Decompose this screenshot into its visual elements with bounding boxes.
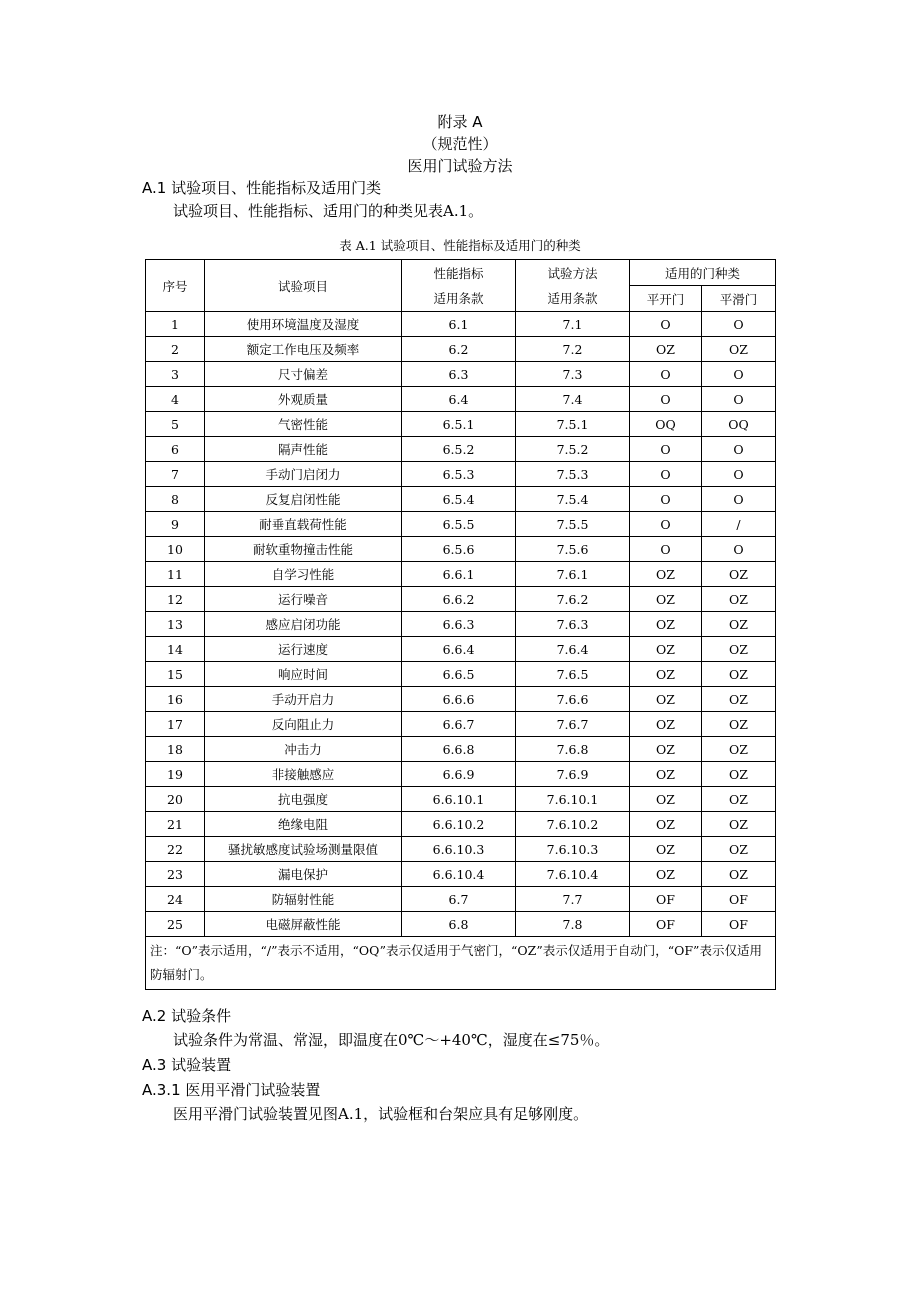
cell-no: 5 — [146, 412, 205, 437]
cell-sliding-door: OF — [702, 887, 776, 912]
cell-method-clause: 7.5.4 — [516, 487, 630, 512]
cell-sliding-door: OZ — [702, 637, 776, 662]
cell-no: 1 — [146, 312, 205, 337]
table-row — [146, 737, 776, 762]
cell-no: 9 — [146, 512, 205, 537]
cell-no: 25 — [146, 912, 205, 937]
cell-no: 7 — [146, 462, 205, 487]
cell-test-item: 自学习性能 — [205, 562, 402, 587]
cell-no: 16 — [146, 687, 205, 712]
cell-method-clause: 7.6.6 — [516, 687, 630, 712]
header-door-types: 适用的门种类 — [630, 260, 776, 286]
cell-test-item: 漏电保护 — [205, 862, 402, 887]
cell-performance-clause: 6.6.6 — [402, 687, 516, 712]
cell-swing-door: OZ — [630, 562, 702, 587]
cell-no: 6 — [146, 437, 205, 462]
cell-method-clause: 7.5.3 — [516, 462, 630, 487]
cell-swing-door: OZ — [630, 862, 702, 887]
section-a2-heading: A.2 试验条件 — [142, 1007, 232, 1025]
cell-performance-clause: 6.6.5 — [402, 662, 516, 687]
cell-swing-door: OZ — [630, 612, 702, 637]
cell-performance-clause: 6.5.5 — [402, 512, 516, 537]
cell-performance-clause: 6.6.8 — [402, 737, 516, 762]
cell-no: 12 — [146, 587, 205, 612]
table-caption: 表 A.1 试验项目、性能指标及适用门的种类 — [339, 238, 581, 253]
cell-test-item: 反向阻止力 — [205, 712, 402, 737]
table-row — [146, 887, 776, 912]
cell-no: 2 — [146, 337, 205, 362]
cell-sliding-door: / — [702, 512, 776, 537]
table-row — [146, 437, 776, 462]
cell-test-item: 冲击力 — [205, 737, 402, 762]
cell-performance-clause: 6.6.10.1 — [402, 787, 516, 812]
cell-sliding-door: OQ — [702, 412, 776, 437]
header-performance-line2: 适用条款 — [433, 290, 484, 306]
cell-sliding-door: OZ — [702, 687, 776, 712]
cell-test-item: 响应时间 — [205, 662, 402, 687]
cell-swing-door: OQ — [630, 412, 702, 437]
table-row — [146, 337, 776, 362]
cell-performance-clause: 6.4 — [402, 387, 516, 412]
cell-method-clause: 7.6.10.3 — [516, 837, 630, 862]
header-no: 序号 — [146, 260, 205, 312]
cell-sliding-door: O — [702, 462, 776, 487]
cell-test-item: 耐软重物撞击性能 — [205, 537, 402, 562]
cell-sliding-door: OZ — [702, 662, 776, 687]
cell-method-clause: 7.5.5 — [516, 512, 630, 537]
cell-swing-door: O — [630, 537, 702, 562]
cell-test-item: 手动门启闭力 — [205, 462, 402, 487]
cell-no: 4 — [146, 387, 205, 412]
cell-test-item: 使用环境温度及湿度 — [205, 312, 402, 337]
table-row — [146, 862, 776, 887]
cell-method-clause: 7.2 — [516, 337, 630, 362]
cell-method-clause: 7.6.8 — [516, 737, 630, 762]
cell-test-item: 手动开启力 — [205, 687, 402, 712]
table-row — [146, 512, 776, 537]
header-method — [516, 260, 630, 312]
cell-test-item: 隔声性能 — [205, 437, 402, 462]
cell-sliding-door: O — [702, 487, 776, 512]
cell-no: 3 — [146, 362, 205, 387]
cell-performance-clause: 6.6.9 — [402, 762, 516, 787]
cell-sliding-door: OZ — [702, 612, 776, 637]
cell-swing-door: O — [630, 462, 702, 487]
cell-performance-clause: 6.6.4 — [402, 637, 516, 662]
cell-no: 11 — [146, 562, 205, 587]
cell-test-item: 运行噪音 — [205, 587, 402, 612]
cell-method-clause: 7.6.10.1 — [516, 787, 630, 812]
table-row — [146, 537, 776, 562]
table-row — [146, 662, 776, 687]
cell-performance-clause: 6.6.1 — [402, 562, 516, 587]
cell-sliding-door: O — [702, 312, 776, 337]
cell-performance-clause: 6.6.2 — [402, 587, 516, 612]
header-performance — [402, 260, 516, 312]
cell-sliding-door: OZ — [702, 712, 776, 737]
cell-no: 19 — [146, 762, 205, 787]
cell-no: 24 — [146, 887, 205, 912]
cell-sliding-door: OZ — [702, 737, 776, 762]
cell-sliding-door: O — [702, 362, 776, 387]
cell-performance-clause: 6.6.3 — [402, 612, 516, 637]
table-row — [146, 312, 776, 337]
cell-performance-clause: 6.8 — [402, 912, 516, 937]
cell-sliding-door: OZ — [702, 862, 776, 887]
cell-test-item: 绝缘电阻 — [205, 812, 402, 837]
cell-test-item: 非接触感应 — [205, 762, 402, 787]
cell-test-item: 尺寸偏差 — [205, 362, 402, 387]
cell-method-clause: 7.5.2 — [516, 437, 630, 462]
header-method-line1: 试验方法 — [547, 265, 598, 281]
cell-swing-door: O — [630, 437, 702, 462]
cell-no: 10 — [146, 537, 205, 562]
cell-method-clause: 7.6.4 — [516, 637, 630, 662]
cell-performance-clause: 6.5.2 — [402, 437, 516, 462]
cell-performance-clause: 6.2 — [402, 337, 516, 362]
cell-performance-clause: 6.7 — [402, 887, 516, 912]
cell-sliding-door: OZ — [702, 837, 776, 862]
cell-swing-door: OZ — [630, 687, 702, 712]
cell-swing-door: O — [630, 512, 702, 537]
cell-sliding-door: OF — [702, 912, 776, 937]
table-row — [146, 812, 776, 837]
cell-method-clause: 7.3 — [516, 362, 630, 387]
cell-no: 8 — [146, 487, 205, 512]
cell-no: 20 — [146, 787, 205, 812]
cell-performance-clause: 6.5.6 — [402, 537, 516, 562]
cell-sliding-door: OZ — [702, 562, 776, 587]
table-row — [146, 412, 776, 437]
cell-swing-door: O — [630, 387, 702, 412]
cell-sliding-door: O — [702, 437, 776, 462]
cell-test-item: 抗电强度 — [205, 787, 402, 812]
appendix-name: 医用门试验方法 — [407, 157, 513, 175]
section-a31-paragraph: 医用平滑门试验装置见图A.1，试验框和台架应具有足够刚度。 — [173, 1105, 589, 1123]
cell-performance-clause: 6.6.10.4 — [402, 862, 516, 887]
cell-performance-clause: 6.6.10.2 — [402, 812, 516, 837]
cell-swing-door: OF — [630, 887, 702, 912]
section-a1-paragraph: 试验项目、性能指标、适用门的种类见表A.1。 — [173, 202, 484, 220]
cell-swing-door: O — [630, 362, 702, 387]
cell-method-clause: 7.6.9 — [516, 762, 630, 787]
cell-no: 13 — [146, 612, 205, 637]
cell-method-clause: 7.6.3 — [516, 612, 630, 637]
cell-no: 17 — [146, 712, 205, 737]
header-swing-door: 平开门 — [630, 286, 702, 312]
cell-test-item: 气密性能 — [205, 412, 402, 437]
header-method-line2: 适用条款 — [547, 290, 598, 306]
cell-test-item: 额定工作电压及频率 — [205, 337, 402, 362]
cell-swing-door: OZ — [630, 837, 702, 862]
cell-method-clause: 7.6.1 — [516, 562, 630, 587]
table-row — [146, 587, 776, 612]
cell-swing-door: OZ — [630, 587, 702, 612]
table-note: 注：“O”表示适用，“/”表示不适用，“OQ”表示仅适用于气密门，“OZ”表示仅适用于自动门，“OF”表示仅适用防辐射门。 — [146, 937, 776, 990]
cell-method-clause: 7.6.7 — [516, 712, 630, 737]
table-row — [146, 387, 776, 412]
cell-test-item: 防辐射性能 — [205, 887, 402, 912]
cell-sliding-door: O — [702, 387, 776, 412]
cell-test-item: 骚扰敏感度试验场测量限值 — [205, 837, 402, 862]
cell-method-clause: 7.7 — [516, 887, 630, 912]
cell-sliding-door: O — [702, 537, 776, 562]
table-row — [146, 912, 776, 937]
table-row — [146, 362, 776, 387]
cell-sliding-door: OZ — [702, 337, 776, 362]
test-items-table — [145, 259, 776, 990]
cell-method-clause: 7.4 — [516, 387, 630, 412]
cell-sliding-door: OZ — [702, 762, 776, 787]
table-row — [146, 637, 776, 662]
cell-performance-clause: 6.3 — [402, 362, 516, 387]
cell-no: 18 — [146, 737, 205, 762]
cell-test-item: 外观质量 — [205, 387, 402, 412]
table-row — [146, 487, 776, 512]
cell-sliding-door: OZ — [702, 812, 776, 837]
cell-performance-clause: 6.1 — [402, 312, 516, 337]
table-row — [146, 787, 776, 812]
cell-swing-door: OZ — [630, 737, 702, 762]
cell-performance-clause: 6.5.4 — [402, 487, 516, 512]
cell-swing-door: OZ — [630, 662, 702, 687]
section-a31-heading: A.3.1 医用平滑门试验装置 — [142, 1081, 321, 1099]
cell-swing-door: OF — [630, 912, 702, 937]
cell-swing-door: OZ — [630, 787, 702, 812]
cell-test-item: 耐垂直载荷性能 — [205, 512, 402, 537]
cell-test-item: 感应启闭功能 — [205, 612, 402, 637]
cell-swing-door: O — [630, 487, 702, 512]
header-sliding-door: 平滑门 — [702, 286, 776, 312]
cell-method-clause: 7.6.10.2 — [516, 812, 630, 837]
cell-method-clause: 7.6.2 — [516, 587, 630, 612]
cell-swing-door: OZ — [630, 762, 702, 787]
cell-method-clause: 7.1 — [516, 312, 630, 337]
cell-test-item: 电磁屏蔽性能 — [205, 912, 402, 937]
table-row — [146, 562, 776, 587]
cell-test-item: 反复启闭性能 — [205, 487, 402, 512]
cell-no: 14 — [146, 637, 205, 662]
cell-swing-door: O — [630, 312, 702, 337]
table-row — [146, 837, 776, 862]
cell-performance-clause: 6.5.3 — [402, 462, 516, 487]
cell-performance-clause: 6.6.10.3 — [402, 837, 516, 862]
cell-no: 21 — [146, 812, 205, 837]
cell-swing-door: OZ — [630, 637, 702, 662]
cell-test-item: 运行速度 — [205, 637, 402, 662]
table-row — [146, 687, 776, 712]
cell-swing-door: OZ — [630, 812, 702, 837]
cell-method-clause: 7.5.1 — [516, 412, 630, 437]
cell-method-clause: 7.6.10.4 — [516, 862, 630, 887]
cell-no: 15 — [146, 662, 205, 687]
section-a3-heading: A.3 试验装置 — [142, 1056, 232, 1074]
cell-sliding-door: OZ — [702, 587, 776, 612]
table-row — [146, 462, 776, 487]
section-a1-heading: A.1 试验项目、性能指标及适用门类 — [142, 179, 382, 197]
section-a2-paragraph: 试验条件为常温、常湿，即温度在0℃～+40℃，湿度在≤75％。 — [173, 1031, 610, 1049]
cell-sliding-door: OZ — [702, 787, 776, 812]
table-row — [146, 712, 776, 737]
header-item: 试验项目 — [205, 260, 402, 312]
appendix-title: 附录 A — [437, 113, 483, 131]
appendix-nature: （规范性） — [422, 135, 498, 153]
cell-swing-door: OZ — [630, 712, 702, 737]
cell-no: 22 — [146, 837, 205, 862]
cell-method-clause: 7.5.6 — [516, 537, 630, 562]
cell-performance-clause: 6.5.1 — [402, 412, 516, 437]
header-performance-line1: 性能指标 — [433, 265, 484, 281]
table-row — [146, 762, 776, 787]
cell-method-clause: 7.8 — [516, 912, 630, 937]
cell-method-clause: 7.6.5 — [516, 662, 630, 687]
cell-no: 23 — [146, 862, 205, 887]
table-row — [146, 612, 776, 637]
cell-swing-door: OZ — [630, 337, 702, 362]
cell-performance-clause: 6.6.7 — [402, 712, 516, 737]
